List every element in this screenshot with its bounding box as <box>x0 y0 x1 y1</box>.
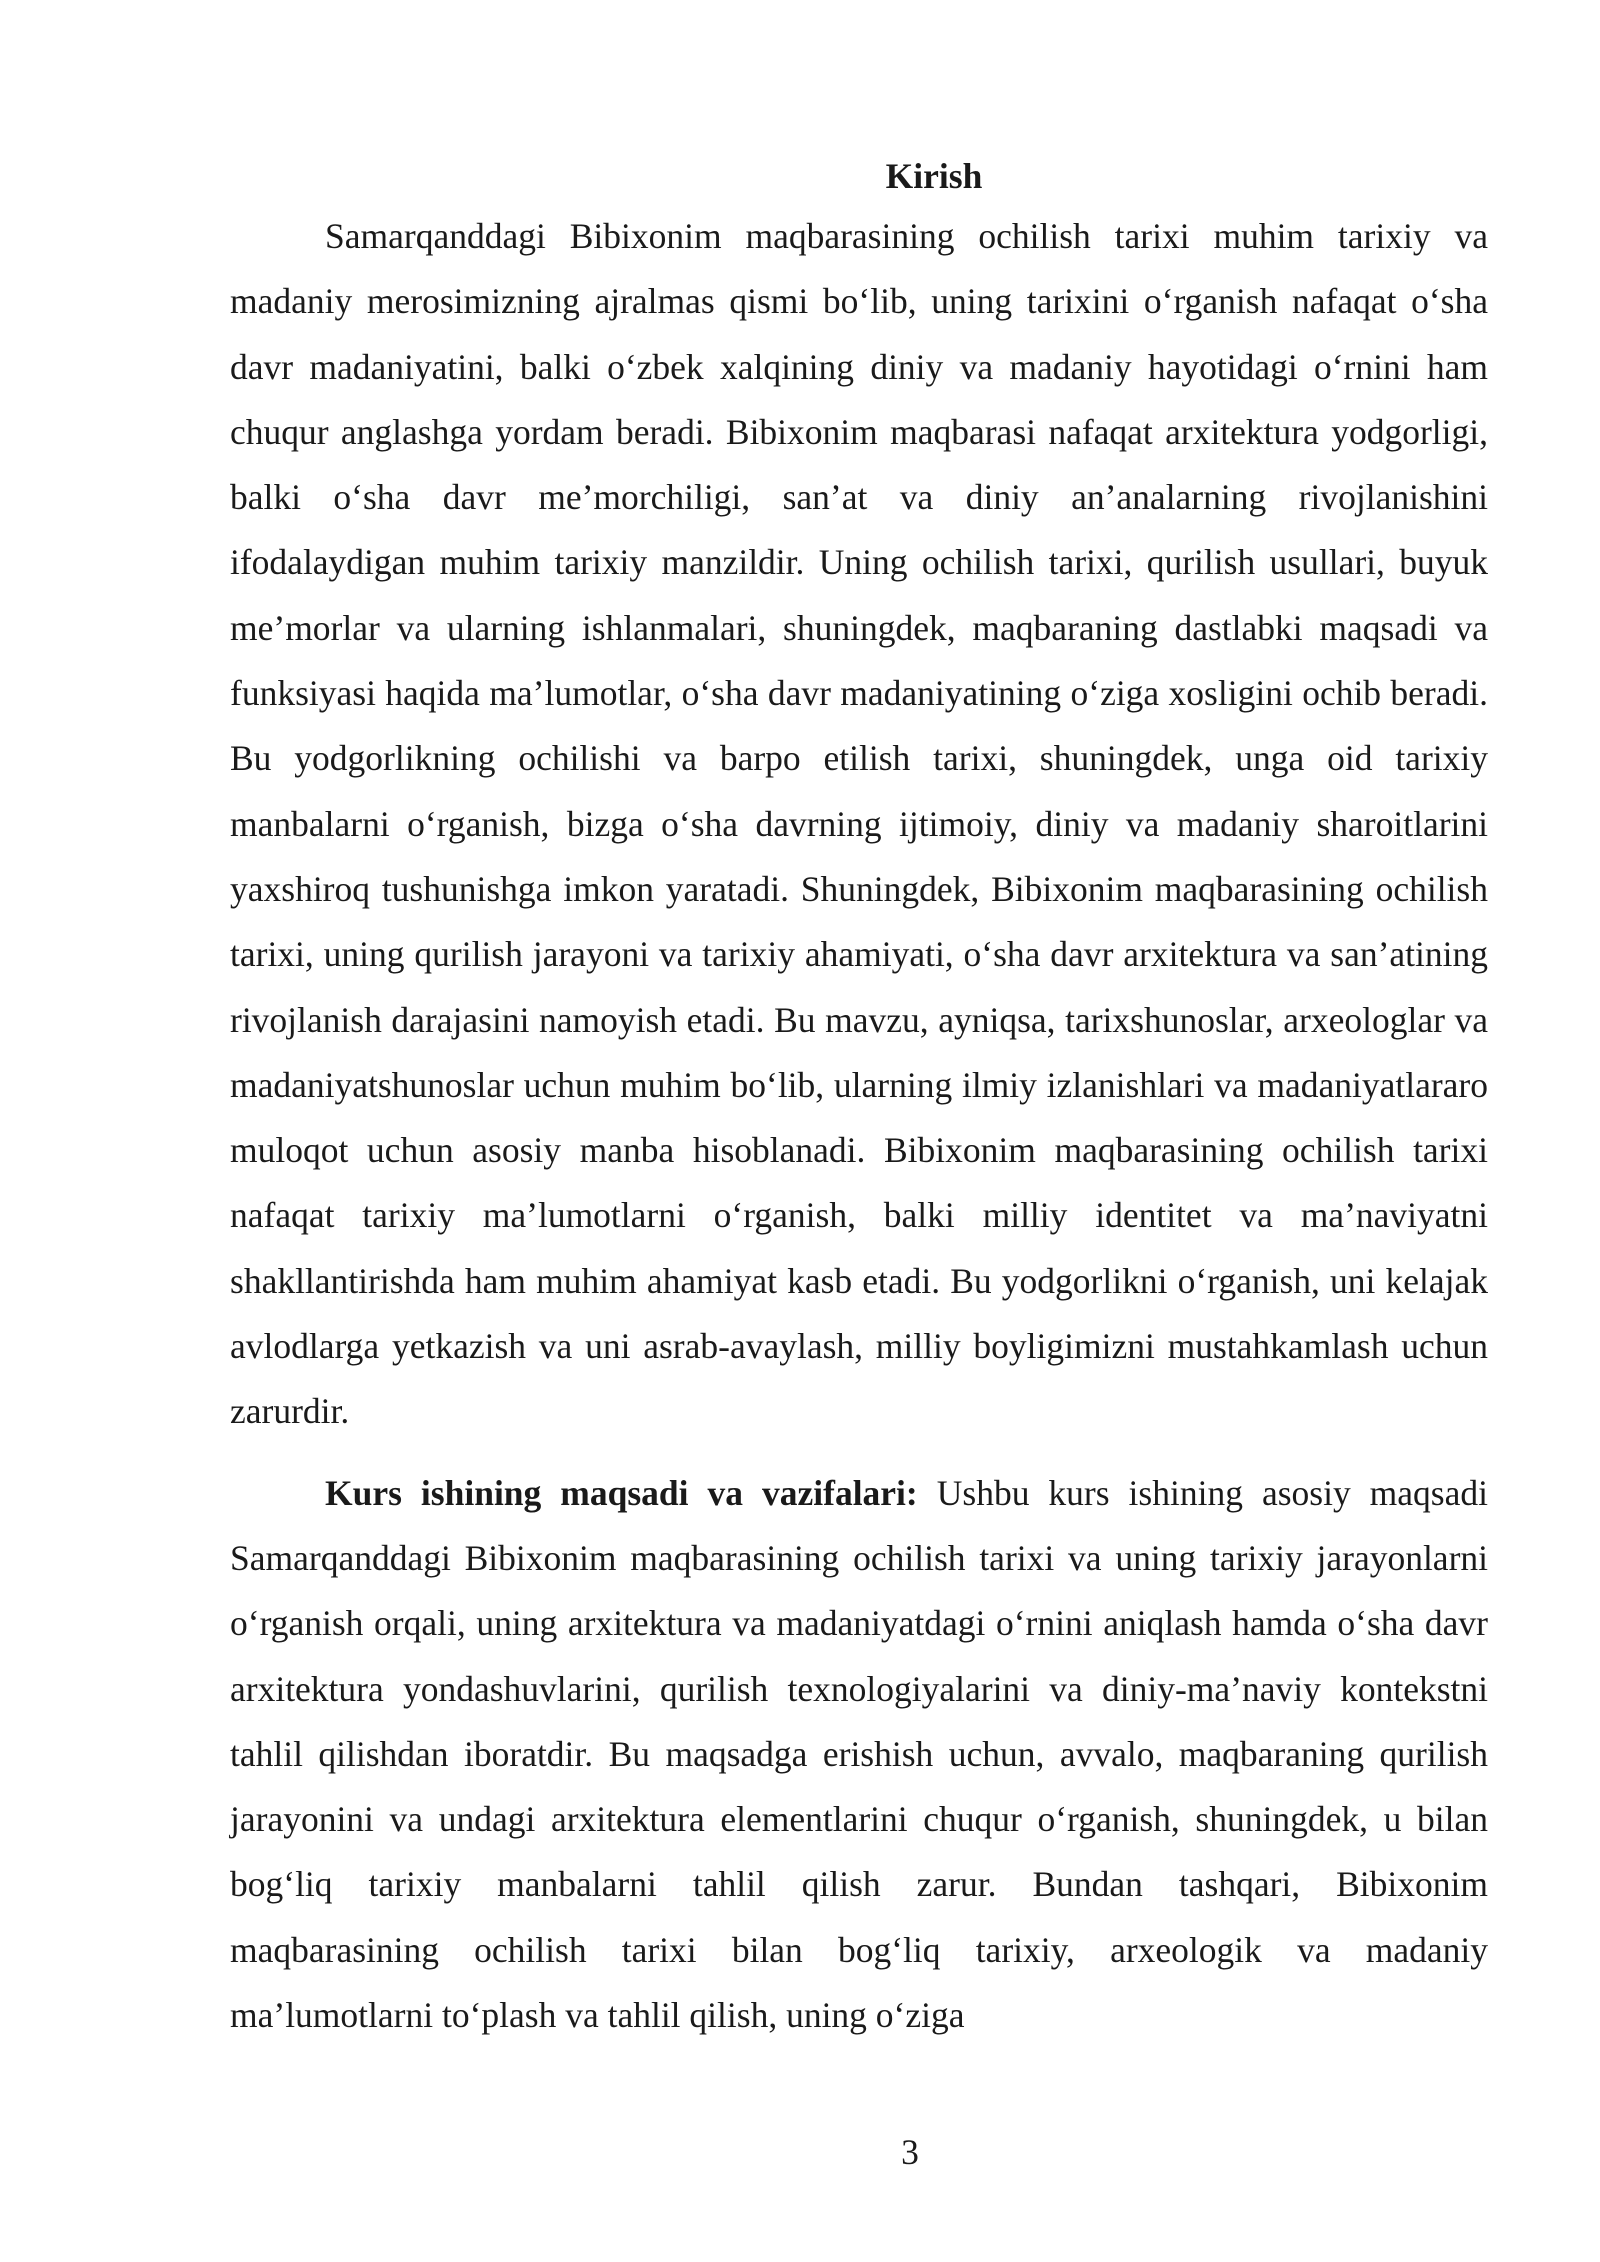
goals-text: Ushbu kurs ishining asosiy maqsadi Samarqanddagi Bibixonim maqbarasining ochilish tarixi va uning tarixiy jarayonlarni o‘rganish orqali, uning arxitektura va madaniyatdagi o‘rnini aniqlash hamda o‘sha davr arxitektura yondashuvlarini, qurilish texnologiyalarini va diniy-ma’naviy kontekstni tahlil qilishdan iboratdir. Bu maqsadga erishish uchun, avvalo, maqbaraning qurilish jarayonini va undagi arxitektura elementlarini chuqur o‘rganish, shuningdek, u bilan bog‘liq tarixiy manbalarni tahlil qilish zarur. Bundan tashqari, Bibixonim maqbarasining ochilish tarixi bilan bog‘liq tarixiy, arxeologik va madaniy ma’lumotlarni to‘plash va tahlil qilish, uning o‘ziga <box>230 1472 1488 2036</box>
goals-paragraph <box>230 1461 1488 2049</box>
page-body <box>230 148 1488 2048</box>
section-title: Kirish <box>885 156 983 196</box>
intro-paragraph: Samarqanddagi Bibixonim maqbarasining ochilish tarixi muhim tarixiy va madaniy merosimizning ajralmas qismi bo‘lib, uning tarixini o‘rganish nafaqat o‘sha davr madaniyatini, balki o‘zbek xalqining diniy va madaniy hayotidagi o‘rnini ham chuqur anglashga yordam beradi. Bibixonim maqbarasi nafaqat arxitektura yodgorligi, balki o‘sha davr me’morchiligi, san’at va diniy an’analarning rivojlanishini ifodalaydigan muhim tarixiy manzildir. Uning ochilish tarixi, qurilish usullari, buyuk me’morlar va ularning ishlanmalari, shuningdek, maqbaraning dastlabki maqsadi va funksiyasi haqida ma’lumotlar, o‘sha davr madaniyatining o‘ziga xosligini ochib beradi. Bu yodgorlikning ochilishi va barpo etilish tarixi, shuningdek, unga oid tarixiy manbalarni o‘rganish, bizga o‘sha davrning ijtimoiy, diniy va madaniy sharoitlarini yaxshiroq tushunishga imkon yaratadi. Shuningdek, Bibixonim maqbarasining ochilish tarixi, uning qurilish jarayoni va tarixiy ahamiyati, o‘sha davr arxitektura va san’atining rivojlanish darajasini namoyish etadi. Bu mavzu, ayniqsa, tarixshunoslar, arxeologlar va madaniyatshunoslar uchun muhim bo‘lib, ularning ilmiy izlanishlari va madaniyatlararo muloqot uchun asosiy manba hisoblanadi. Bibixonim maqbarasining ochilish tarixi nafaqat tarixiy ma’lumotlarni o‘rganish, balki milliy identitet va ma’naviyatni shakllantirishda ham muhim ahamiyat kasb etadi. Bu yodgorlikni o‘rganish, uni kelajak avlodlarga yetkazish va uni asrab-avaylash, milliy boyligimizni mustahkamlash uchun zarurdir. <box>230 216 1488 1432</box>
goals-heading: Kurs ishining maqsadi va vazifalari: <box>325 1472 918 1513</box>
page-number: 3 <box>901 2132 919 2172</box>
